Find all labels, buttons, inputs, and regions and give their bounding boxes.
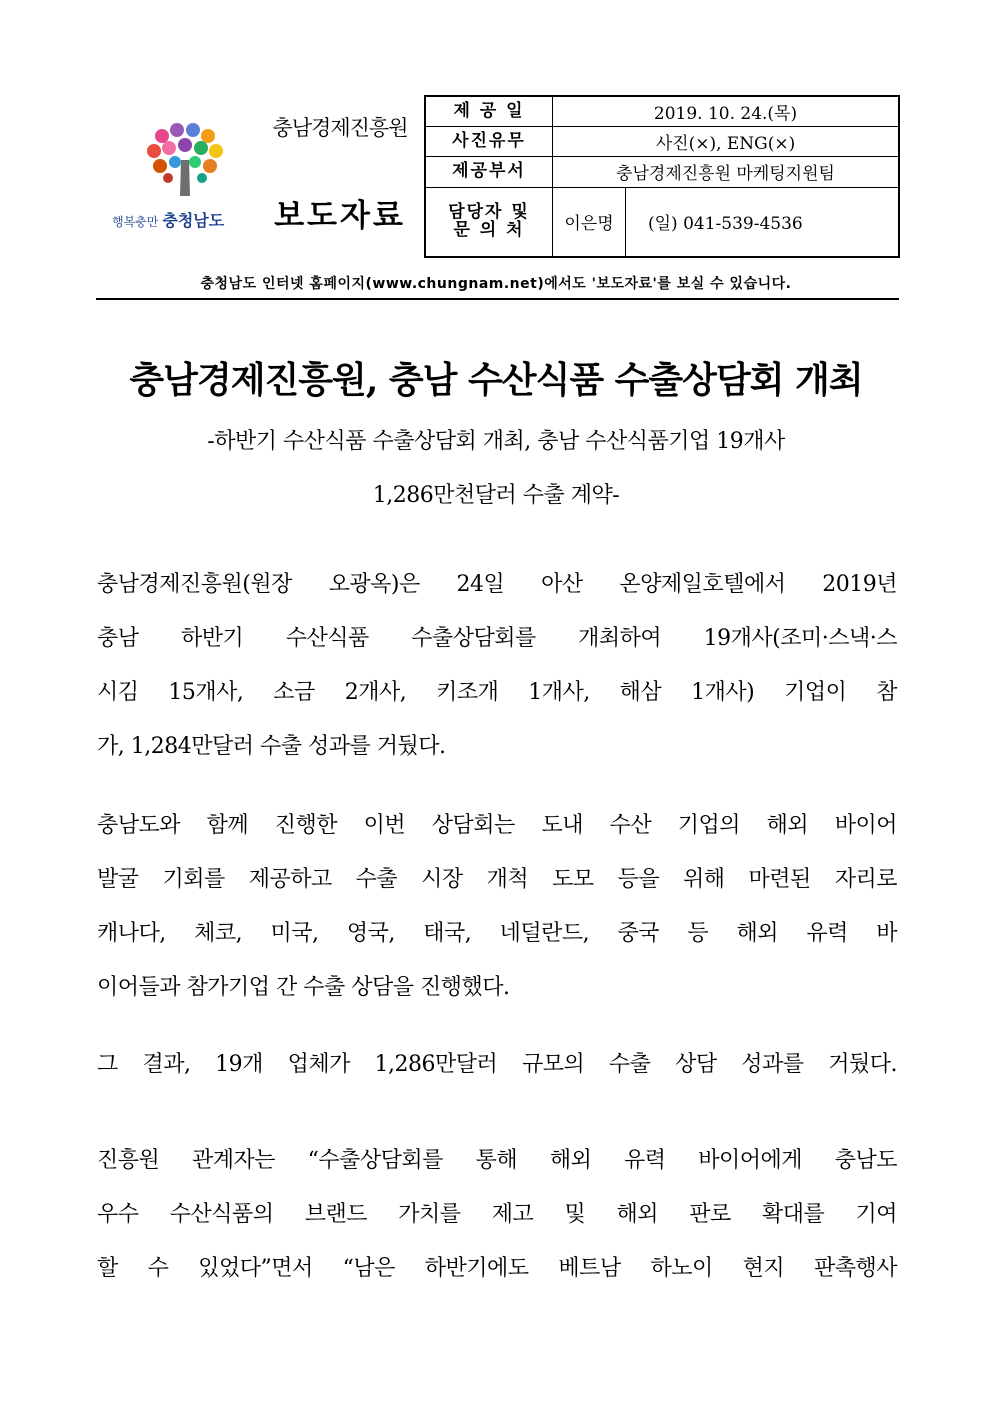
dept-label: 제공부서 [425,157,553,187]
release-title: 보도자료 [274,198,406,234]
paragraph-3 [97,1038,897,1092]
paragraph-1 [97,558,897,774]
contact-label-line-2: 문 의 처 [453,219,525,240]
paragraph-line: 발굴 기회를 제공하고 수출 시장 개척 도모 등을 위해 마련된 자리로 [97,867,897,892]
photo-label: 사진유무 [425,127,553,157]
paragraph-line: 충남 하반기 수산식품 수출상담회를 개최하여 19개사(조미·스낵·스 [97,626,897,651]
subhead-line-1: -하반기 수산식품 수출상담회 개최, 충남 수산식품기업 19개사 [207,429,785,454]
release-info-table [424,95,900,258]
paragraph-line: 충남경제진흥원(원장 오광옥)은 24일 아산 온양제일호텔에서 2019년 [97,572,897,597]
chungnam-logo [104,120,244,230]
paragraph-line: 그 결과, 19개 업체가 1,286만달러 규모의 수출 상담 성과를 거뒀다. [97,1052,897,1077]
paragraph-line: 할 수 있었다”면서 “남은 하반기에도 베트남 하노이 현지 판촉행사 [97,1256,897,1281]
logo-slogan [112,208,244,231]
paragraph-line: 충남도와 함께 진행한 이번 상담회는 도내 수산 기업의 해외 바이어 [97,813,897,838]
paragraph-4 [97,1134,897,1296]
paragraph-line: 진흥원 관계자는 “수출상담회를 통해 해외 유력 바이어에게 충남도 [97,1148,897,1173]
header-divider [96,298,899,300]
paragraph-line: 가, 1,284만달러 수출 성과를 거뒀다. [97,734,446,759]
logo-slogan-small: 행복충만 [112,215,159,229]
contact-phone: (일) 041-539-4536 [626,187,900,257]
contact-label [425,187,553,257]
paragraph-line: 우수 수산식품의 브랜드 가치를 제고 및 해외 판로 확대를 기여 [97,1202,897,1227]
paragraph-line: 이어들과 참가기업 간 수출 상담을 진행했다. [97,975,510,1000]
subhead-line-2: 1,286만천달러 수출 계약- [372,483,620,508]
tree-logo-icon [144,120,226,198]
dept-value: 충남경제진흥원 마케팅지원팀 [553,157,900,187]
date-label: 제 공 일 [425,96,553,127]
photo-value: 사진(×), ENG(×) [553,127,900,157]
logo-slogan-big: 충청남도 [162,211,225,230]
paragraph-line: 시김 15개사, 소금 2개사, 키조개 1개사, 해삼 1개사) 기업이 참 [97,680,897,705]
org-name: 충남경제진흥원 [272,116,408,140]
paragraph-2 [97,799,897,1015]
date-value: 2019. 10. 24.(목) [553,96,900,127]
headline: 충남경제진흥원, 충남 수산식품 수출상담회 개최 [129,359,863,401]
contact-label-line-1: 담당자 및 [448,201,530,222]
web-notice: 충청남도 인터넷 홈페이지(www.chungnam.net)에서도 '보도자료'를 보실 수 있습니다. [200,276,792,292]
paragraph-line: 캐나다, 체코, 미국, 영국, 태국, 네덜란드, 중국 등 해외 유력 바 [97,921,897,946]
contact-name: 이은명 [553,187,626,257]
